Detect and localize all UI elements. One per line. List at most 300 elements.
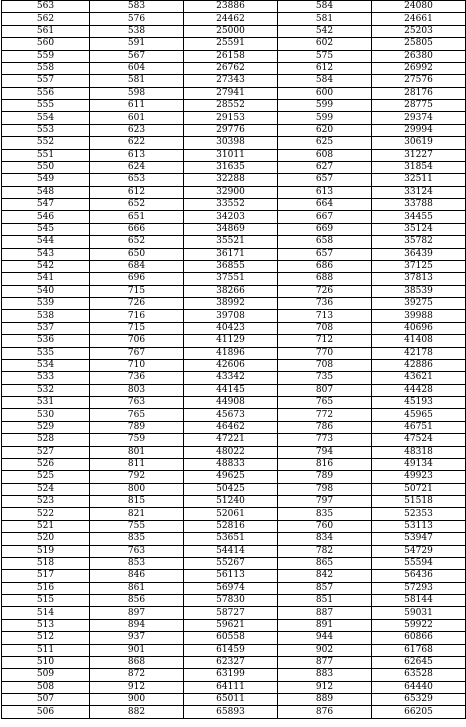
count-a-cell: 800 [90,483,184,495]
count-a-cell: 803 [90,384,184,396]
count-a-cell: 856 [90,595,184,607]
score-cell: 548 [2,186,90,198]
table-row [2,347,466,359]
cumulative-b-cell: 29374 [372,112,466,124]
table-row [2,471,466,483]
cumulative-b-cell: 49923 [372,471,466,483]
cumulative-a-cell: 55267 [184,557,278,569]
score-cell: 550 [2,161,90,173]
count-b-cell: 798 [278,483,372,495]
cumulative-a-cell: 56113 [184,570,278,582]
score-cell: 545 [2,223,90,235]
score-cell: 534 [2,359,90,371]
score-cell: 513 [2,619,90,631]
count-b-cell: 612 [278,62,372,74]
count-a-cell: 581 [90,75,184,87]
cumulative-b-cell: 53113 [372,520,466,532]
count-a-cell: 653 [90,174,184,186]
table-row [2,409,466,421]
count-a-cell: 583 [90,1,184,13]
count-b-cell: 835 [278,508,372,520]
table-row [2,359,466,371]
count-a-cell: 811 [90,458,184,470]
cumulative-b-cell: 33124 [372,186,466,198]
cumulative-b-cell: 40696 [372,322,466,334]
table-row [2,446,466,458]
cumulative-a-cell: 30398 [184,137,278,149]
count-a-cell: 894 [90,619,184,631]
count-b-cell: 789 [278,471,372,483]
cumulative-a-cell: 51240 [184,496,278,508]
count-b-cell: 584 [278,1,372,13]
score-cell: 538 [2,310,90,322]
cumulative-b-cell: 62645 [372,656,466,668]
table-row [2,644,466,656]
count-a-cell: 726 [90,298,184,310]
table-row [2,397,466,409]
cumulative-a-cell: 34203 [184,211,278,223]
score-cell: 523 [2,496,90,508]
table-row [2,186,466,198]
count-a-cell: 801 [90,446,184,458]
cumulative-b-cell: 45193 [372,397,466,409]
table-row [2,421,466,433]
table-row [2,75,466,87]
cumulative-a-cell: 53651 [184,533,278,545]
cumulative-a-cell: 41896 [184,347,278,359]
count-a-cell: 763 [90,397,184,409]
cumulative-a-cell: 59621 [184,619,278,631]
count-a-cell: 652 [90,236,184,248]
cumulative-b-cell: 35124 [372,223,466,235]
count-a-cell: 624 [90,161,184,173]
score-cell: 549 [2,174,90,186]
count-a-cell: 861 [90,582,184,594]
count-b-cell: 708 [278,322,372,334]
count-b-cell: 658 [278,236,372,248]
score-cell: 537 [2,322,90,334]
cumulative-a-cell: 47221 [184,434,278,446]
cumulative-b-cell: 39988 [372,310,466,322]
cumulative-a-cell: 50425 [184,483,278,495]
cumulative-a-cell: 28552 [184,100,278,112]
count-b-cell: 575 [278,50,372,62]
score-cell: 554 [2,112,90,124]
score-cell: 529 [2,421,90,433]
table-row [2,322,466,334]
count-a-cell: 651 [90,211,184,223]
score-cell: 551 [2,149,90,161]
count-a-cell: 835 [90,533,184,545]
table-row [2,545,466,557]
count-a-cell: 710 [90,359,184,371]
count-b-cell: 807 [278,384,372,396]
score-cell: 562 [2,13,90,25]
count-a-cell: 715 [90,285,184,297]
count-a-cell: 853 [90,557,184,569]
table-row [2,25,466,37]
table-row [2,372,466,384]
cumulative-b-cell: 54729 [372,545,466,557]
score-cell: 532 [2,384,90,396]
count-b-cell: 794 [278,446,372,458]
cumulative-a-cell: 44145 [184,384,278,396]
count-b-cell: 712 [278,335,372,347]
table-row [2,496,466,508]
count-b-cell: 782 [278,545,372,557]
count-a-cell: 882 [90,706,184,718]
score-cell: 515 [2,595,90,607]
count-a-cell: 652 [90,199,184,211]
cumulative-a-cell: 42606 [184,359,278,371]
score-cell: 525 [2,471,90,483]
count-a-cell: 792 [90,471,184,483]
score-cell: 531 [2,397,90,409]
table-row [2,458,466,470]
cumulative-b-cell: 64440 [372,681,466,693]
count-a-cell: 763 [90,545,184,557]
table-row [2,582,466,594]
table-row [2,483,466,495]
count-a-cell: 601 [90,112,184,124]
score-cell: 530 [2,409,90,421]
cumulative-a-cell: 63199 [184,669,278,681]
count-b-cell: 686 [278,260,372,272]
cumulative-b-cell: 42886 [372,359,466,371]
cumulative-b-cell: 46751 [372,421,466,433]
cumulative-b-cell: 34455 [372,211,466,223]
cumulative-b-cell: 43621 [372,372,466,384]
count-a-cell: 650 [90,248,184,260]
count-a-cell: 789 [90,421,184,433]
count-a-cell: 611 [90,100,184,112]
count-a-cell: 666 [90,223,184,235]
table-row [2,174,466,186]
cumulative-a-cell: 57830 [184,595,278,607]
cumulative-b-cell: 51518 [372,496,466,508]
cumulative-a-cell: 40423 [184,322,278,334]
cumulative-a-cell: 44908 [184,397,278,409]
count-b-cell: 688 [278,273,372,285]
count-a-cell: 765 [90,409,184,421]
count-a-cell: 604 [90,62,184,74]
score-cell: 560 [2,38,90,50]
score-cell: 516 [2,582,90,594]
cumulative-a-cell: 27343 [184,75,278,87]
table-row [2,236,466,248]
cumulative-a-cell: 39708 [184,310,278,322]
count-b-cell: 584 [278,75,372,87]
count-a-cell: 612 [90,186,184,198]
count-a-cell: 622 [90,137,184,149]
score-cell: 527 [2,446,90,458]
score-cell: 547 [2,199,90,211]
cumulative-a-cell: 33552 [184,199,278,211]
count-b-cell: 625 [278,137,372,149]
cumulative-b-cell: 42178 [372,347,466,359]
cumulative-b-cell: 44428 [372,384,466,396]
score-cell: 559 [2,50,90,62]
table-row [2,124,466,136]
cumulative-b-cell: 39275 [372,298,466,310]
count-b-cell: 876 [278,706,372,718]
cumulative-a-cell: 37551 [184,273,278,285]
cumulative-b-cell: 57293 [372,582,466,594]
table-row [2,520,466,532]
score-cell: 518 [2,557,90,569]
table-row [2,38,466,50]
score-cell: 514 [2,607,90,619]
score-cell: 540 [2,285,90,297]
cumulative-b-cell: 25203 [372,25,466,37]
count-b-cell: 602 [278,38,372,50]
table-row [2,508,466,520]
count-b-cell: 600 [278,87,372,99]
cumulative-a-cell: 25591 [184,38,278,50]
cumulative-b-cell: 31854 [372,161,466,173]
count-b-cell: 944 [278,632,372,644]
count-a-cell: 716 [90,310,184,322]
table-row [2,310,466,322]
cumulative-a-cell: 41129 [184,335,278,347]
cumulative-a-cell: 52816 [184,520,278,532]
cumulative-a-cell: 25000 [184,25,278,37]
count-a-cell: 706 [90,335,184,347]
cumulative-b-cell: 28176 [372,87,466,99]
cumulative-a-cell: 31635 [184,161,278,173]
table-row [2,149,466,161]
count-b-cell: 816 [278,458,372,470]
count-b-cell: 842 [278,570,372,582]
count-a-cell: 759 [90,434,184,446]
score-cell: 506 [2,706,90,718]
table-row [2,13,466,25]
count-a-cell: 598 [90,87,184,99]
count-b-cell: 627 [278,161,372,173]
score-cell: 539 [2,298,90,310]
cumulative-b-cell: 63528 [372,669,466,681]
cumulative-a-cell: 61459 [184,644,278,656]
count-a-cell: 736 [90,372,184,384]
table-row [2,706,466,718]
count-b-cell: 657 [278,174,372,186]
count-b-cell: 773 [278,434,372,446]
cumulative-a-cell: 58727 [184,607,278,619]
cumulative-a-cell: 43342 [184,372,278,384]
table-row [2,570,466,582]
count-b-cell: 834 [278,533,372,545]
count-a-cell: 872 [90,669,184,681]
count-b-cell: 887 [278,607,372,619]
count-b-cell: 797 [278,496,372,508]
table-row [2,335,466,347]
cumulative-a-cell: 27941 [184,87,278,99]
table-row [2,694,466,706]
cumulative-b-cell: 26992 [372,62,466,74]
count-b-cell: 608 [278,149,372,161]
score-cell: 558 [2,62,90,74]
cumulative-a-cell: 65893 [184,706,278,718]
table-row [2,557,466,569]
count-b-cell: 581 [278,13,372,25]
cumulative-a-cell: 36171 [184,248,278,260]
count-a-cell: 815 [90,496,184,508]
score-cell: 517 [2,570,90,582]
cumulative-a-cell: 32288 [184,174,278,186]
cumulative-b-cell: 66205 [372,706,466,718]
cumulative-a-cell: 29153 [184,112,278,124]
score-cell: 563 [2,1,90,13]
count-a-cell: 767 [90,347,184,359]
cumulative-a-cell: 35521 [184,236,278,248]
table-row [2,211,466,223]
score-cell: 557 [2,75,90,87]
score-cell: 524 [2,483,90,495]
cumulative-a-cell: 65011 [184,694,278,706]
cumulative-a-cell: 36855 [184,260,278,272]
count-b-cell: 770 [278,347,372,359]
table-row [2,285,466,297]
cumulative-b-cell: 28775 [372,100,466,112]
score-cell: 541 [2,273,90,285]
table-row [2,384,466,396]
count-b-cell: 657 [278,248,372,260]
count-b-cell: 735 [278,372,372,384]
count-b-cell: 669 [278,223,372,235]
cumulative-b-cell: 29994 [372,124,466,136]
count-b-cell: 599 [278,100,372,112]
cumulative-b-cell: 50721 [372,483,466,495]
table-row [2,112,466,124]
cumulative-a-cell: 38992 [184,298,278,310]
cumulative-b-cell: 41408 [372,335,466,347]
score-cell: 511 [2,644,90,656]
cumulative-b-cell: 59922 [372,619,466,631]
cumulative-b-cell: 35782 [372,236,466,248]
count-a-cell: 696 [90,273,184,285]
count-a-cell: 912 [90,681,184,693]
cumulative-a-cell: 52061 [184,508,278,520]
table-row [2,273,466,285]
cumulative-b-cell: 37125 [372,260,466,272]
cumulative-a-cell: 49625 [184,471,278,483]
cumulative-a-cell: 26762 [184,62,278,74]
score-cell: 508 [2,681,90,693]
count-b-cell: 786 [278,421,372,433]
cumulative-b-cell: 31227 [372,149,466,161]
cumulative-a-cell: 48833 [184,458,278,470]
count-b-cell: 865 [278,557,372,569]
cumulative-b-cell: 60866 [372,632,466,644]
cumulative-a-cell: 45673 [184,409,278,421]
cumulative-a-cell: 56974 [184,582,278,594]
table-row [2,62,466,74]
cumulative-b-cell: 30619 [372,137,466,149]
count-a-cell: 821 [90,508,184,520]
cumulative-b-cell: 32511 [372,174,466,186]
count-b-cell: 883 [278,669,372,681]
table-row [2,100,466,112]
cumulative-b-cell: 38539 [372,285,466,297]
cumulative-a-cell: 62327 [184,656,278,668]
cumulative-b-cell: 48318 [372,446,466,458]
cumulative-b-cell: 61768 [372,644,466,656]
count-b-cell: 599 [278,112,372,124]
cumulative-b-cell: 65329 [372,694,466,706]
cumulative-b-cell: 52353 [372,508,466,520]
count-b-cell: 891 [278,619,372,631]
count-a-cell: 846 [90,570,184,582]
table-row [2,223,466,235]
cumulative-a-cell: 38266 [184,285,278,297]
table-row [2,595,466,607]
count-b-cell: 736 [278,298,372,310]
count-b-cell: 708 [278,359,372,371]
cumulative-b-cell: 49134 [372,458,466,470]
cumulative-b-cell: 37813 [372,273,466,285]
cumulative-b-cell: 36439 [372,248,466,260]
score-cell: 509 [2,669,90,681]
table-row [2,50,466,62]
count-a-cell: 684 [90,260,184,272]
score-cell: 556 [2,87,90,99]
count-a-cell: 576 [90,13,184,25]
cumulative-a-cell: 23886 [184,1,278,13]
table-row [2,656,466,668]
count-b-cell: 667 [278,211,372,223]
table-row [2,533,466,545]
count-b-cell: 851 [278,595,372,607]
score-cell: 533 [2,372,90,384]
table-row [2,1,466,13]
score-cell: 510 [2,656,90,668]
count-b-cell: 542 [278,25,372,37]
score-cell: 544 [2,236,90,248]
score-cell: 561 [2,25,90,37]
score-cell: 522 [2,508,90,520]
cumulative-a-cell: 60558 [184,632,278,644]
table-row [2,632,466,644]
cumulative-b-cell: 55594 [372,557,466,569]
count-a-cell: 755 [90,520,184,532]
score-cell: 519 [2,545,90,557]
count-b-cell: 664 [278,199,372,211]
count-b-cell: 877 [278,656,372,668]
cumulative-a-cell: 26158 [184,50,278,62]
cumulative-b-cell: 47524 [372,434,466,446]
cumulative-a-cell: 48022 [184,446,278,458]
score-cell: 521 [2,520,90,532]
cumulative-b-cell: 24080 [372,1,466,13]
cumulative-b-cell: 26380 [372,50,466,62]
count-b-cell: 760 [278,520,372,532]
cumulative-a-cell: 34869 [184,223,278,235]
cumulative-b-cell: 58144 [372,595,466,607]
count-a-cell: 715 [90,322,184,334]
score-cell: 553 [2,124,90,136]
cumulative-a-cell: 64111 [184,681,278,693]
score-cell: 555 [2,100,90,112]
count-b-cell: 765 [278,397,372,409]
cumulative-b-cell: 56436 [372,570,466,582]
cumulative-a-cell: 32900 [184,186,278,198]
score-cell: 552 [2,137,90,149]
count-a-cell: 567 [90,50,184,62]
score-cell: 526 [2,458,90,470]
table-row [2,434,466,446]
count-a-cell: 591 [90,38,184,50]
count-b-cell: 857 [278,582,372,594]
